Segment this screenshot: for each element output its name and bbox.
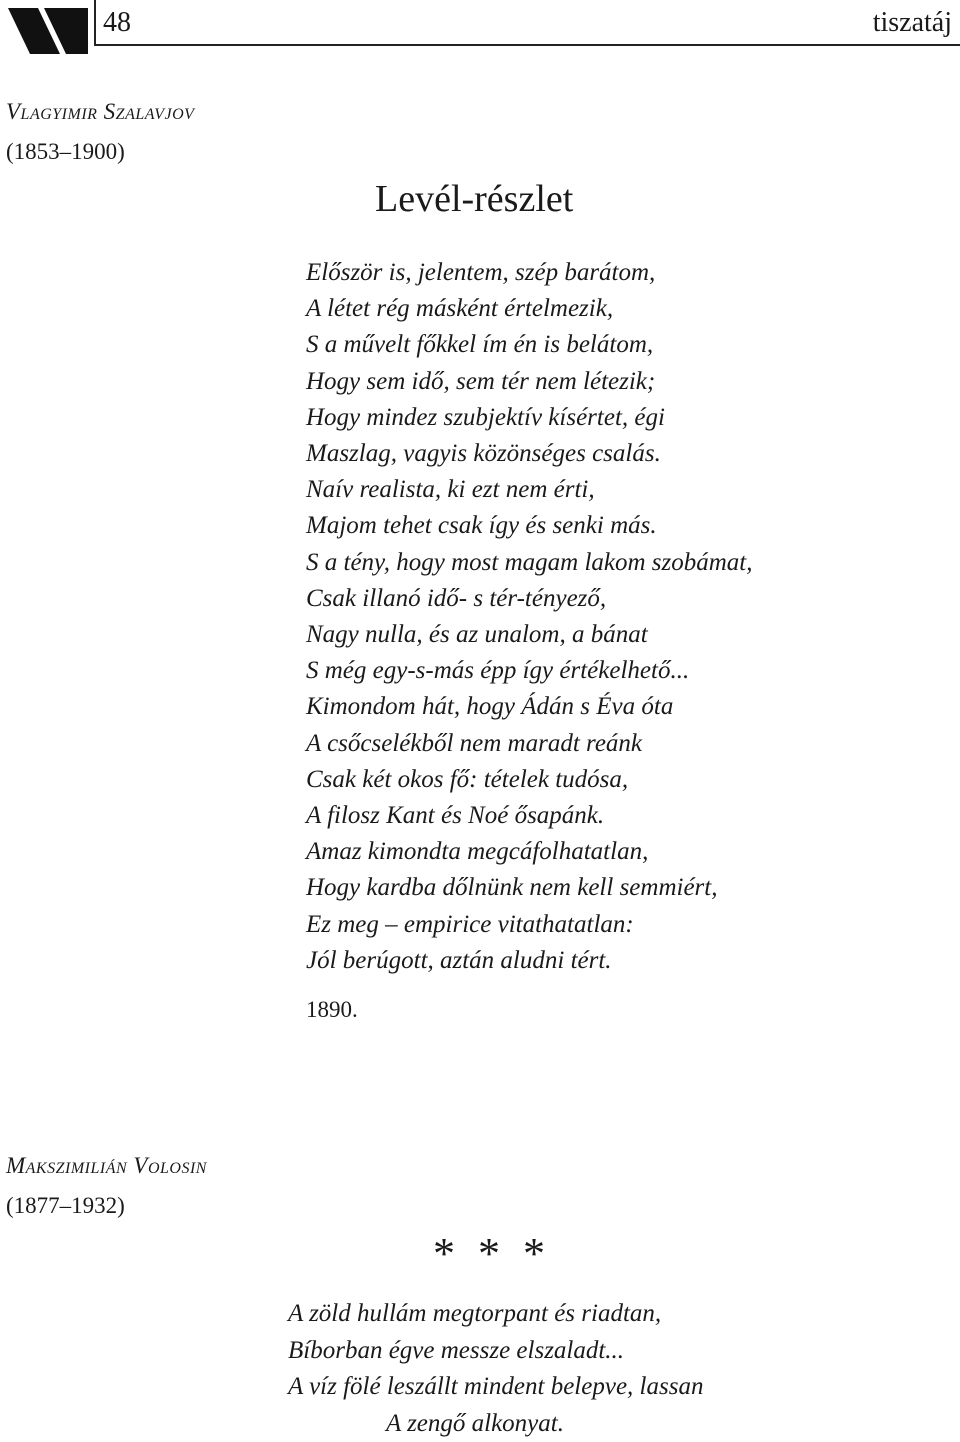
header-rule-vertical xyxy=(94,0,96,46)
author-dates: (1877–1932) xyxy=(6,1192,125,1220)
poem-line: A víz fölé leszállt mindent belepve, lassan xyxy=(288,1369,703,1406)
poem-title-asterisks: * * * xyxy=(433,1232,551,1276)
author-dates: (1853–1900) xyxy=(6,138,125,166)
poem-line: S a művelt főkkel ím én is belátom, xyxy=(306,327,753,363)
poem-line: A zengő alkonyat. xyxy=(288,1406,703,1442)
page-number: 48 xyxy=(103,6,131,40)
poem-line: Ez meg – empirice vitathatatlan: xyxy=(306,907,753,943)
poem-line: Naív realista, ki ezt nem érti, xyxy=(306,472,753,508)
poem-line: Hogy sem idő, sem tér nem létezik; xyxy=(306,364,753,400)
author-name: Vlagyimir Szalavjov xyxy=(6,98,194,126)
header-rule xyxy=(94,44,960,46)
poem-line: Hogy kardba dőlnünk nem kell semmiért, xyxy=(306,870,753,906)
poem-line: Először is, jelentem, szép barátom, xyxy=(306,255,753,291)
poem-line: Bíborban égve messze elszaladt... xyxy=(288,1333,703,1370)
poem-line: Hogy mindez szubjektív kísértet, égi xyxy=(306,400,753,436)
poem-line: A létet rég másként értelmezik, xyxy=(306,291,753,327)
poem-line: A filosz Kant és Noé ősapánk. xyxy=(306,798,753,834)
poem-line: S a tény, hogy most magam lakom szobámat, xyxy=(306,545,753,581)
poem-line: Jól berúgott, aztán aludni tért. xyxy=(306,943,753,979)
poem-line: A zöld hullám megtorpant és riadtan, xyxy=(288,1296,703,1333)
poem-body xyxy=(288,1296,703,1442)
poem-title: Levél-részlet xyxy=(375,176,573,222)
poem-line: Majom tehet csak így és senki más. xyxy=(306,508,753,544)
poem-line: Maszlag, vagyis közönséges csalás. xyxy=(306,436,753,472)
poem-line: A csőcselékből nem maradt reánk xyxy=(306,726,753,762)
poem-year: 1890. xyxy=(306,996,358,1024)
poem-line: Csak két okos fő: tételek tudósa, xyxy=(306,762,753,798)
author-name: Makszimilián Volosin xyxy=(6,1152,207,1180)
journal-logo xyxy=(8,6,88,54)
poem-body xyxy=(306,255,753,979)
poem-line: Nagy nulla, és az unalom, a bánat xyxy=(306,617,753,653)
poem-line: Csak illanó idő- s tér-tényező, xyxy=(306,581,753,617)
journal-name: tiszatáj xyxy=(873,6,952,40)
poem-line: Kimondom hát, hogy Ádán s Éva óta xyxy=(306,689,753,725)
poem-line: S még egy-s-más épp így értékelhető... xyxy=(306,653,753,689)
poem-line: Amaz kimondta megcáfolhatatlan, xyxy=(306,834,753,870)
